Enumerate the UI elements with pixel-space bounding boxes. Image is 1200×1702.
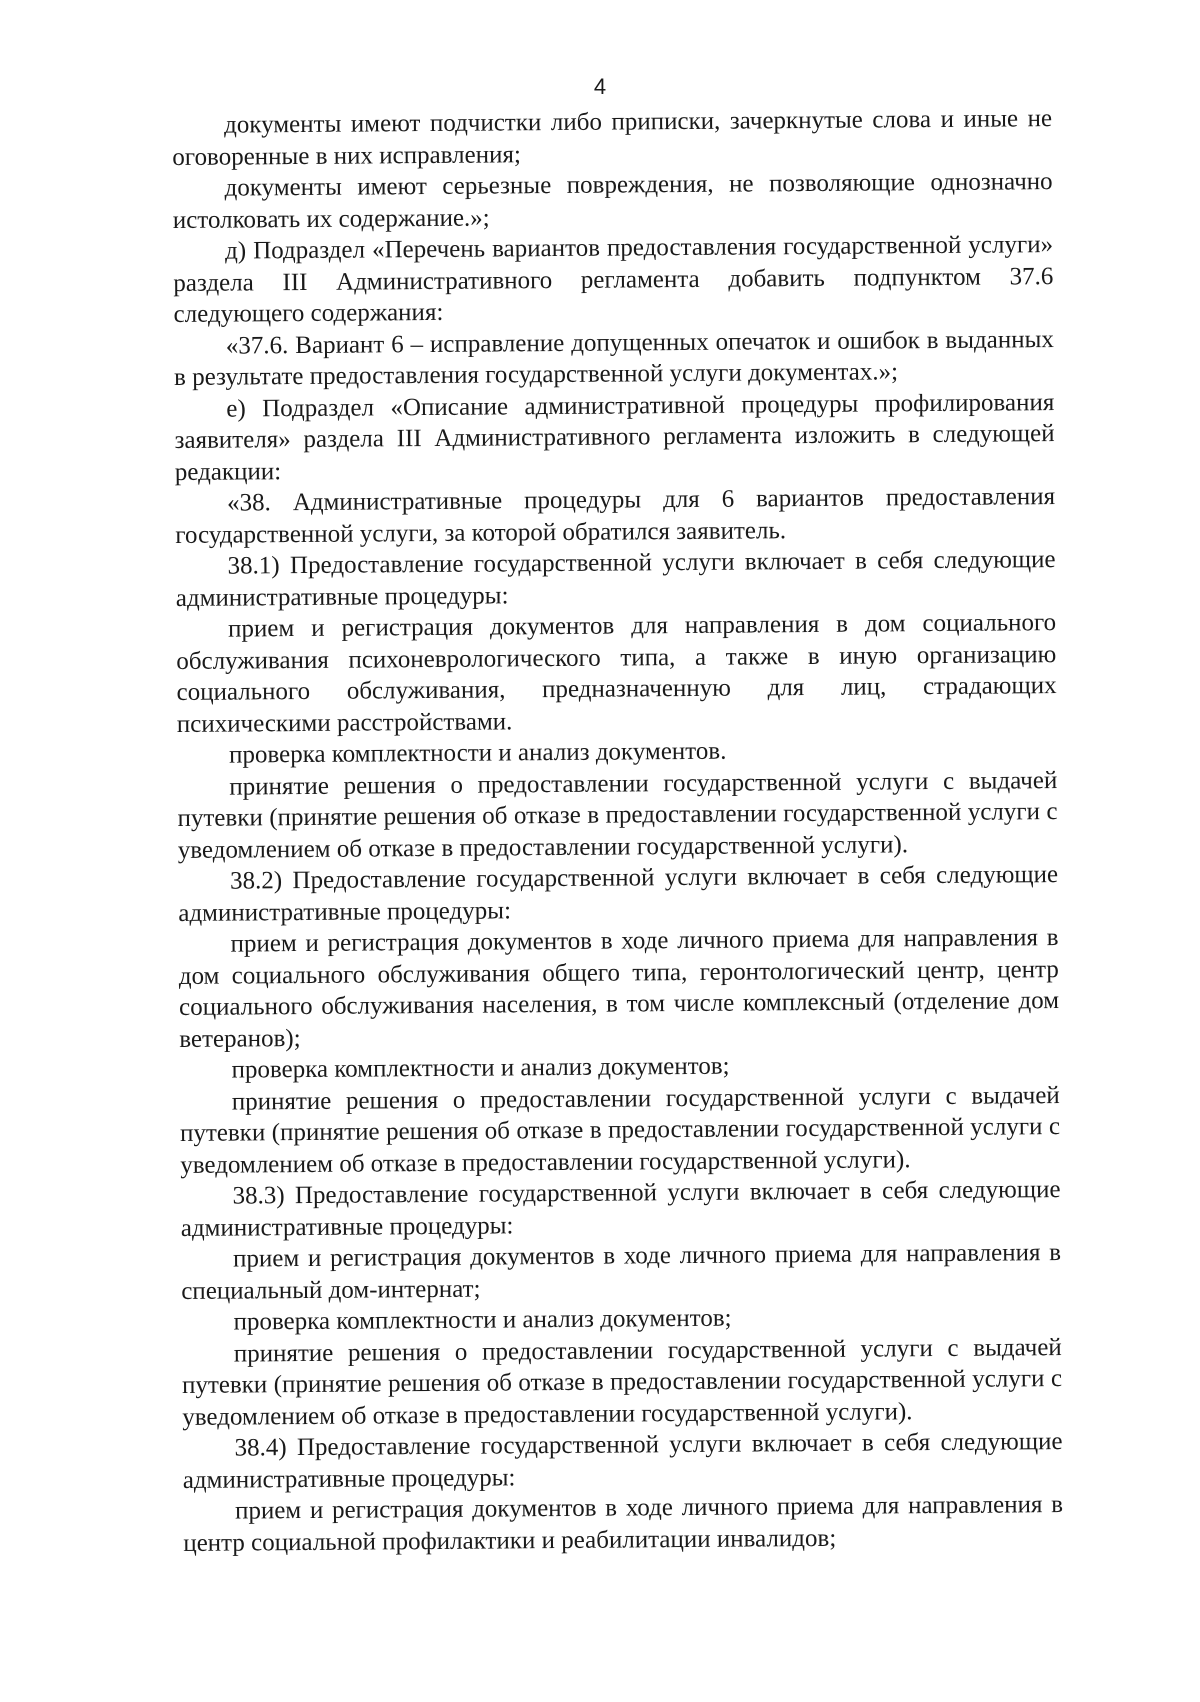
paragraph: прием и регистрация документов для направления в дом социального обслуживания психоневрологического типа, а также в иную организацию социального обслуживания, предназначенную для лиц, страдающих психическими расстройствами. — [176, 609, 1057, 738]
page-number: 4 — [593, 74, 607, 99]
paragraph: принятие решения о предоставлении государственной услуги с выдачей путевки (принятие решения об отказе в предоставлении государственной услуги с уведомлением об отказе в предоставлении государственной услуги). — [177, 766, 1058, 864]
paragraph: 38.2) Предоставление государственной услуги включает в себя следующие административные процедуры: — [178, 861, 1059, 927]
paragraph: документы имеют подчистки либо приписки, зачеркнутые слова и иные не оговоренные в них исправления; — [172, 105, 1053, 171]
paragraph: проверка комплектности и анализ документов; — [231, 1052, 730, 1084]
paragraph: д) Подраздел «Перечень вариантов предоставления государственной услуги» раздела III Административного регламента добавить подпунктом 37.6 следующего содержания: — [173, 231, 1054, 328]
paragraph: прием и регистрация документов в ходе личного приема для направления в центр социальной профилактики и реабилитации инвалидов; — [183, 1491, 1064, 1557]
paragraph: 38.4) Предоставление государственной услуги включает в себя следующие административные процедуры: — [182, 1428, 1063, 1494]
paragraph: проверка комплектности и анализ документов. — [228, 737, 727, 769]
paragraph: прием и регистрация документов в ходе личного приема для направления в специальный дом-интернат; — [181, 1239, 1062, 1305]
paragraph: «38. Административные процедуры для 6 вариантов предоставления государственной услуги, за которой обратился заявитель. — [175, 483, 1056, 549]
paragraph: проверка комплектности и анализ документов; — [233, 1304, 732, 1336]
paragraph: 38.3) Предоставление государственной услуги включает в себя следующие административные процедуры: — [180, 1176, 1061, 1242]
paragraph: «37.6. Вариант 6 – исправление допущенных опечаток и ошибок в выданных в результате предоставления государственной услуги документах.»; — [173, 325, 1054, 391]
paragraph: прием и регистрация документов в ходе личного приема для направления в дом социального обслуживания общего типа, геронтологический центр, центр социального обслуживания населения, в том числе комплексный (отделение дом ветеранов); — [178, 924, 1060, 1053]
paragraph: принятие решения о предоставлении государственной услуги с выдачей путевки (принятие решения об отказе в предоставлении государственной услуги с уведомлением об отказе в предоставлении государственной услуги). — [179, 1081, 1061, 1179]
document-body — [172, 103, 1063, 1559]
paragraph: 38.1) Предоставление государственной услуги включает в себя следующие административные процедуры: — [175, 546, 1056, 612]
paragraph: е) Подраздел «Описание административной процедуры профилирования заявителя» раздела III Административного регламента изложить в следующей редакции: — [174, 388, 1055, 486]
paragraph: принятие решения о предоставлении государственной услуги с выдачей путевки (принятие решения об отказе в предоставлении государственной услуги с уведомлением об отказе в предоставлении государственной услуги). — [181, 1333, 1063, 1431]
paragraph: документы имеют серьезные повреждения, не позволяющие однозначно истолковать их содержание.»; — [172, 168, 1053, 234]
